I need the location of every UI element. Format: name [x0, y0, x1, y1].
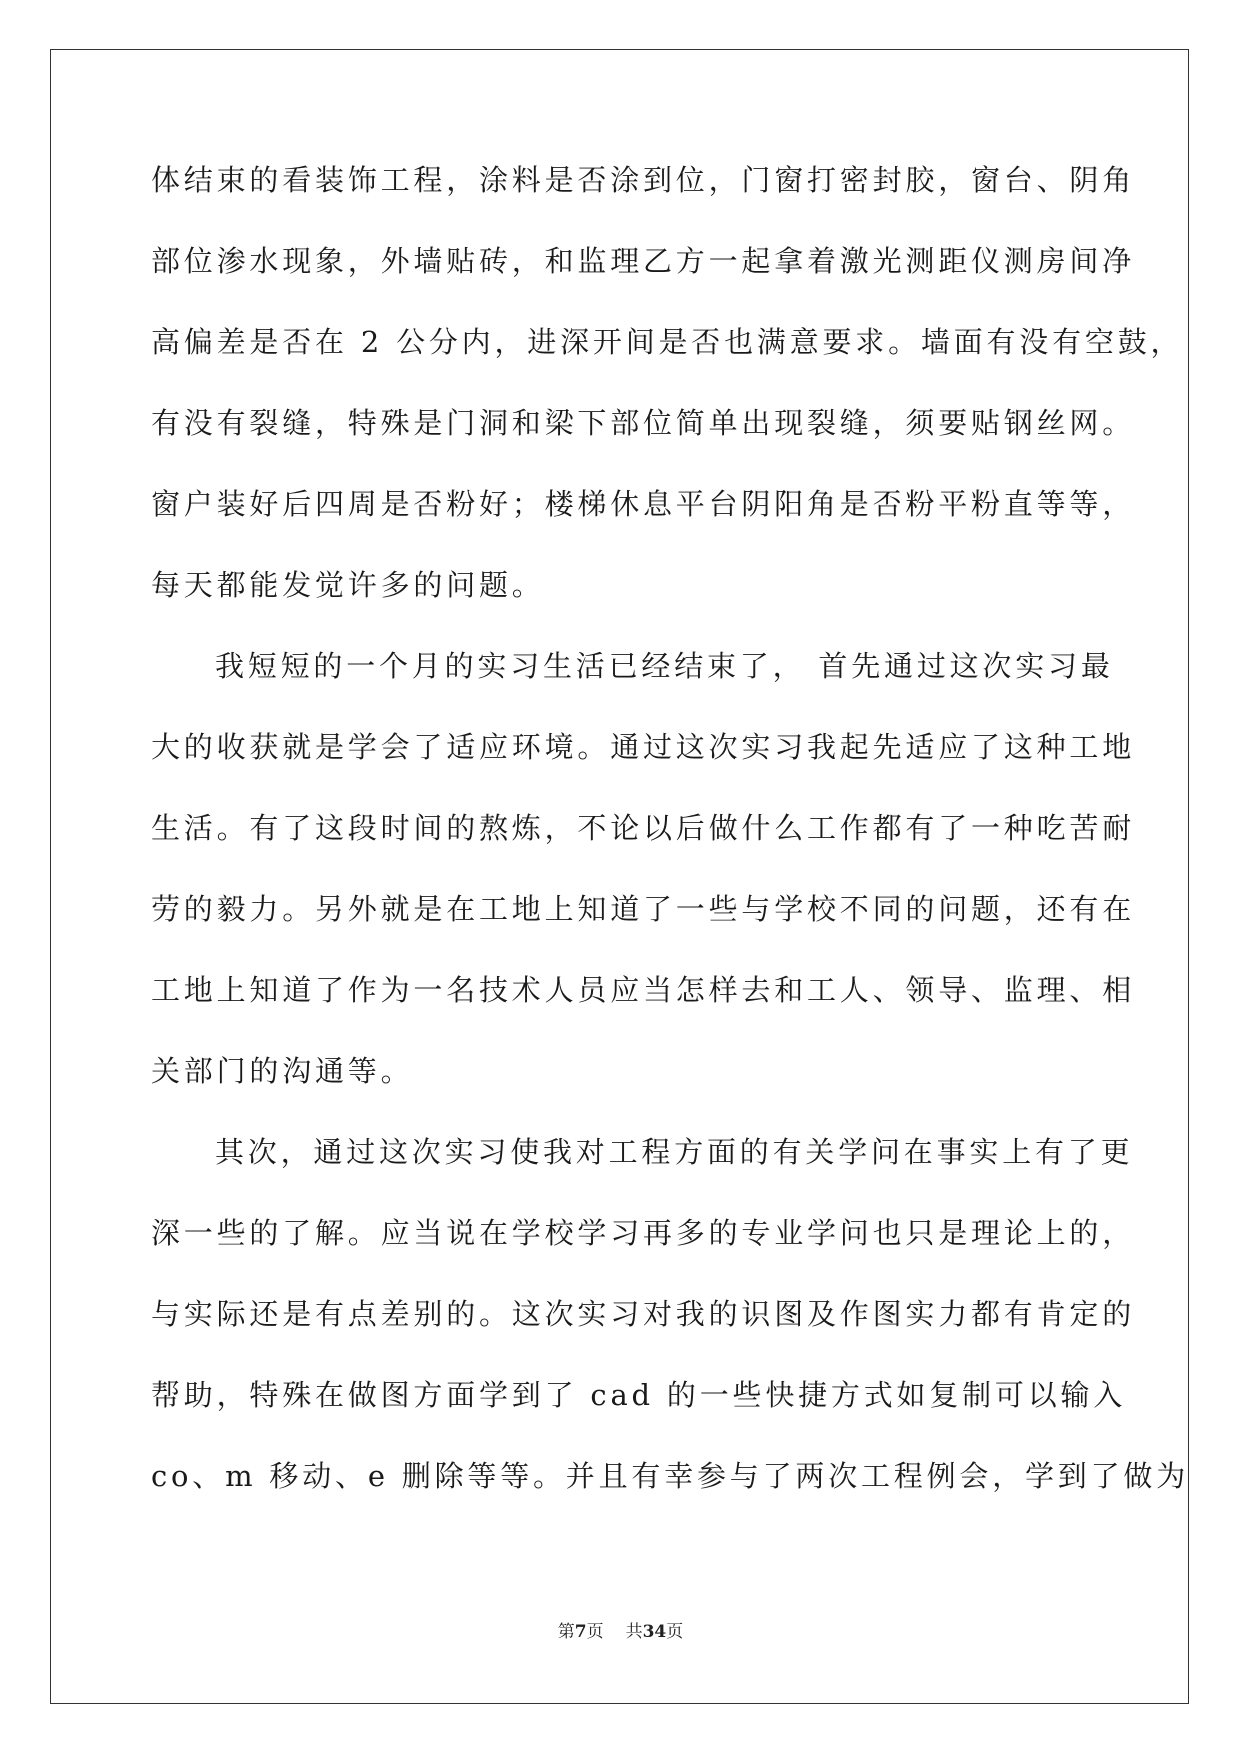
text-line-16: 帮助，特殊在做图方面学到了 cad 的一些快捷方式如复制可以输入 [151, 1378, 1127, 1412]
text-line-9: 生活。有了这段时间的熬炼，不论以后做什么工作都有了一种吃苦耐 [151, 811, 1136, 845]
text-line-11: 工地上知道了作为一名技术人员应当怎样去和工人、领导、监理、相 [151, 973, 1136, 1007]
page-suffix: 页 [586, 1622, 604, 1642]
total-prefix: 共 [625, 1622, 643, 1642]
text-line-17: co、m 移动、e 删除等等。并且有幸参与了两次工程例会，学到了做为 [151, 1459, 1189, 1493]
text-line-4: 有没有裂缝，特殊是门洞和梁下部位简单出现裂缝，须要贴钢丝网。 [151, 406, 1136, 440]
text-line-7: 我短短的一个月的实习生活已经结束了， 首先通过这次实习最 [215, 649, 1114, 683]
text-line-12: 关部门的沟通等。 [151, 1054, 414, 1088]
text-line-13: 其次，通过这次实习使我对工程方面的有关学问在事实上有了更 [215, 1135, 1134, 1169]
text-line-14: 深一些的了解。应当说在学校学习再多的专业学问也只是理论上的， [151, 1216, 1136, 1250]
text-line-10: 劳的毅力。另外就是在工地上知道了一些与学校不同的问题，还有在 [151, 892, 1136, 926]
page-footer [0, 1622, 1241, 1642]
text-line-1: 体结束的看装饰工程，涂料是否涂到位，门窗打密封胶，窗台、阴角 [151, 163, 1136, 197]
current-page-number: 7 [574, 1622, 587, 1642]
text-line-5: 窗户装好后四周是否粉好；楼梯休息平台阴阳角是否粉平粉直等等， [151, 487, 1136, 521]
text-line-2: 部位渗水现象，外墙贴砖，和监理乙方一起拿着激光测距仪测房间净 [151, 244, 1136, 278]
text-line-15: 与实际还是有点差别的。这次实习对我的识图及作图实力都有肯定的 [151, 1297, 1136, 1331]
text-line-6: 每天都能发觉许多的问题。 [151, 568, 545, 602]
total-suffix: 页 [666, 1622, 684, 1642]
total-page-count: 34 [642, 1622, 667, 1642]
page-prefix: 第 [557, 1622, 575, 1642]
document-body [151, 162, 1189, 1539]
text-line-8: 大的收获就是学会了适应环境。通过这次实习我起先适应了这种工地 [151, 730, 1136, 764]
text-line-3: 高偏差是否在 2 公分内，进深开间是否也满意要求。墙面有没有空鼓， [151, 325, 1184, 359]
